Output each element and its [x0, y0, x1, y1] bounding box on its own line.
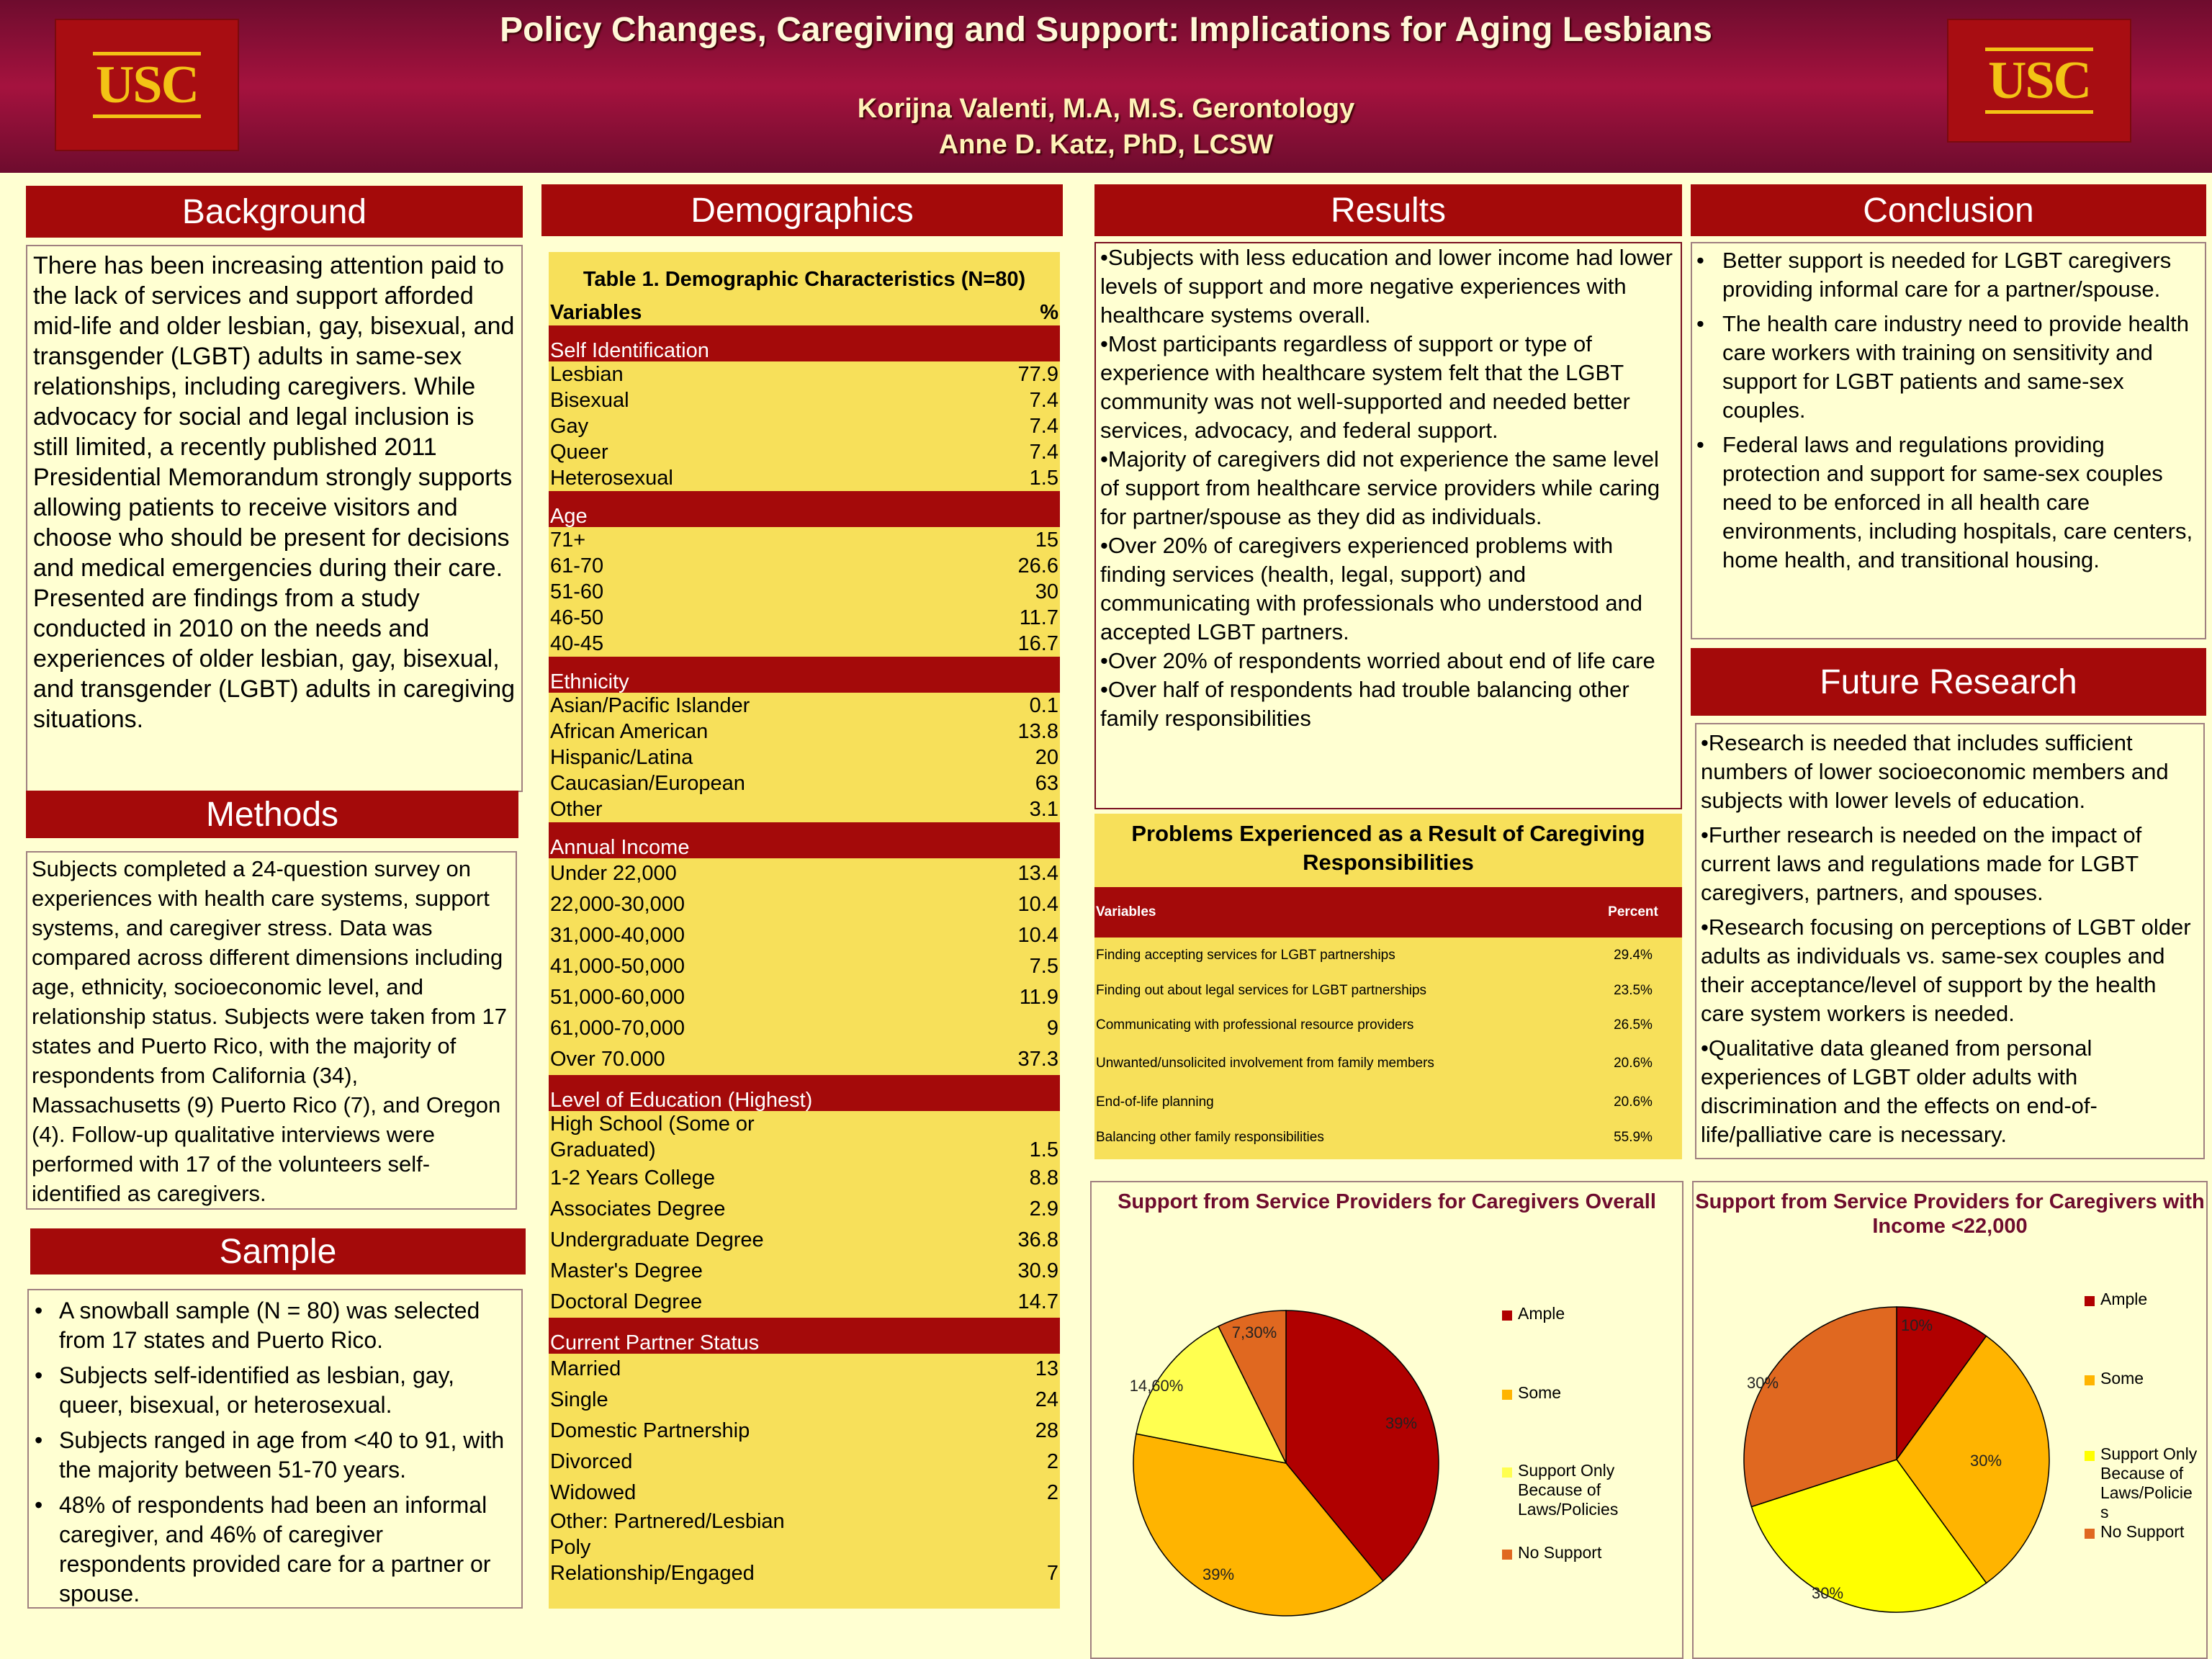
legend-swatch: [2085, 1375, 2095, 1385]
problems-row: [1094, 974, 1682, 1008]
row-label: Widowed: [550, 1481, 637, 1504]
table-row: [549, 1416, 1060, 1447]
problem-value: 20.6%: [1614, 1056, 1653, 1071]
problem-value: 23.5%: [1614, 983, 1653, 998]
row-value: 7.4: [1029, 441, 1058, 464]
row-value: 36.8: [1017, 1228, 1058, 1251]
row-value: 28: [1035, 1419, 1058, 1442]
category-header: Annual Income: [549, 822, 1060, 858]
table-row: [549, 889, 1060, 920]
legend-label: No Support: [2100, 1522, 2185, 1541]
future-research-box: [1695, 723, 2205, 1159]
row-label: Queer: [550, 441, 608, 464]
legend-swatch: [1502, 1550, 1512, 1560]
background-box: [26, 245, 523, 792]
row-value: 9: [1046, 1017, 1058, 1040]
row-label: 41,000-50,000: [550, 955, 685, 978]
row-value: 7: [1046, 1562, 1058, 1585]
row-label: Under 22,000: [550, 862, 677, 885]
row-value: 14.7: [1017, 1290, 1058, 1313]
problems-col-percent: Percent: [1608, 904, 1658, 920]
table-row: [549, 527, 1060, 553]
bullet-text: The health care industry need to provide health care workers with training on sensitivity and support for LGBT patients and same-sex couples.: [1722, 311, 2189, 423]
row-label: High School (Some or Graduated): [550, 1112, 755, 1161]
row-value: 3.1: [1029, 798, 1058, 821]
row-value: 7.4: [1029, 389, 1058, 412]
row-value: 1.5: [1029, 1138, 1058, 1161]
row-label: 40-45: [550, 632, 604, 655]
table-row: [549, 1225, 1060, 1256]
row-label: Asian/Pacific Islander: [550, 694, 750, 717]
row-value: 2: [1046, 1450, 1058, 1473]
results-bullet: •Over half of respondents had trouble balancing other family responsibilities: [1100, 677, 1629, 731]
col-variables: Variables: [550, 301, 642, 324]
table-row: [549, 858, 1060, 889]
col-percent: %: [1040, 301, 1058, 324]
row-value: 2.9: [1029, 1197, 1058, 1220]
problem-value: 29.4%: [1614, 948, 1653, 963]
legend-label: Ample: [2100, 1290, 2148, 1308]
row-value: 13: [1035, 1357, 1058, 1380]
sample-list: [35, 1296, 516, 1609]
table-row: [549, 951, 1060, 982]
chart-title: Support from Service Providers for Caregivers Overall: [1118, 1190, 1656, 1213]
results-box: [1094, 242, 1682, 809]
row-label: Married: [550, 1357, 621, 1380]
table-row: [549, 693, 1060, 719]
row-value: 26.6: [1017, 554, 1058, 577]
table-row: [549, 553, 1060, 579]
row-value: 16.7: [1017, 632, 1058, 655]
row-value: 24: [1035, 1388, 1058, 1411]
row-label: Master's Degree: [550, 1259, 703, 1282]
bullet-dot: •: [1696, 311, 1704, 336]
row-label: African American: [550, 720, 709, 743]
future-list: [1701, 729, 2199, 1149]
bullet-dot: •: [35, 1298, 43, 1323]
row-label: Heterosexual: [550, 467, 673, 490]
row-label: Single: [550, 1388, 608, 1411]
background-text: There has been increasing attention paid to the lack of services and support afforded mid-life and older lesbian, gay, bisexual, and transgender (LGBT) adults in same-sex relationships, including caregivers. While advocacy for social and legal inclusion is still limited, a recently published 2011 Presidential Memorandum strongly supports allowing patients to receive visitors and choose who should be present for decisions and medical emergencies during their care. Presented are findings from a study conducted in 2010 on the needs and experiences of older lesbian, gay, bisexual, and transgender (LGBT) adults in caregiving situations.: [33, 252, 516, 733]
table-row: [549, 387, 1060, 413]
sample-bullet: [35, 1296, 516, 1355]
row-value: 0.1: [1029, 694, 1058, 717]
slice-label: 14,60%: [1129, 1377, 1184, 1395]
bullet-text: 48% of respondents had been an informal caregiver, and 46% of caregiver respondents provided care for a partner or spouse.: [59, 1492, 491, 1606]
problem-label: End-of-life planning: [1096, 1094, 1214, 1110]
poster-title: Policy Changes, Caregiving and Support: Implications for Aging Lesbians: [500, 11, 1712, 49]
row-value: 13.4: [1017, 862, 1058, 885]
table-header: [549, 300, 1060, 325]
category-header: Age: [549, 491, 1060, 527]
background-heading: Background: [26, 186, 523, 238]
row-value: 20: [1035, 746, 1058, 769]
bullet-text: Federal laws and regulations providing protection and support for same-sex couples need to be enforced in all health care environments, including hospitals, care centers, home health, and transitional housing.: [1722, 432, 2193, 572]
results-bullet: •Subjects with less education and lower income had lower levels of support and more negative experiences with healthcare systems overall.: [1100, 245, 1673, 328]
slice-label: 30%: [1811, 1584, 1844, 1602]
row-label: 61,000-70,000: [550, 1017, 685, 1040]
results-bullet: •Over 20% of caregivers experienced problems with finding services (health, legal, support) and communicating with professionals who understood and accepted LGBT partners.: [1100, 533, 1643, 644]
demographics-table: [549, 252, 1060, 1609]
problems-table: [1094, 814, 1682, 1159]
table-row: [549, 920, 1060, 951]
bullet-text: Subjects self-identified as lesbian, gay, queer, bisexual, or heterosexual.: [59, 1362, 455, 1418]
problem-value: 55.9%: [1614, 1130, 1653, 1145]
problem-label: Finding accepting services for LGBT partnerships: [1096, 948, 1395, 963]
table-row: [549, 982, 1060, 1013]
author-2: Anne D. Katz, PhD, LCSW: [938, 130, 1274, 160]
table-row: [549, 361, 1060, 387]
table-title: Table 1. Demographic Characteristics (N=80): [583, 268, 1026, 291]
table-row: [549, 1044, 1060, 1075]
legend-label: Support Only Because of Laws/Policies: [1518, 1461, 1619, 1519]
row-label: 51-60: [550, 580, 604, 603]
row-label: 31,000-40,000: [550, 924, 685, 947]
row-value: 11.9: [1019, 986, 1058, 1009]
table-row: [549, 631, 1060, 657]
row-value: 11.7: [1019, 606, 1058, 629]
conclusion-heading: Conclusion: [1691, 184, 2206, 236]
row-value: 10.4: [1017, 893, 1058, 916]
results-list: [1100, 243, 1676, 733]
row-label: Hispanic/Latina: [550, 746, 693, 769]
problems-row: [1094, 1008, 1682, 1043]
conclusion-list: [1696, 246, 2200, 575]
row-value: 8.8: [1029, 1166, 1058, 1190]
table-row: [549, 1447, 1060, 1478]
conclusion-bullet: [1696, 246, 2200, 304]
author-1: Korijna Valenti, M.A, M.S. Gerontology: [857, 94, 1355, 124]
table-row: [549, 1385, 1060, 1416]
table-row: [549, 1013, 1060, 1044]
pie-chart-overall-svg: [1092, 1182, 1682, 1658]
future-research-heading: Future Research: [1691, 648, 2206, 716]
demographics-heading: Demographics: [541, 184, 1063, 236]
row-label: Caucasian/European: [550, 772, 745, 795]
pie-chart-income-svg: [1694, 1182, 2206, 1658]
problems-row: [1094, 1043, 1682, 1084]
row-value: 30: [1035, 580, 1058, 603]
row-label: Undergraduate Degree: [550, 1228, 764, 1251]
table-row: [549, 1111, 1060, 1163]
row-label: Lesbian: [550, 363, 624, 386]
methods-box: [26, 851, 517, 1210]
bullet-text: Better support is needed for LGBT caregivers providing informal care for a partner/spouse.: [1722, 248, 2172, 302]
bullet-dot: •: [1696, 432, 1704, 457]
problems-row: [1094, 1120, 1682, 1155]
table-row: [549, 605, 1060, 631]
legend-swatch: [1502, 1310, 1512, 1321]
demographic-groups: [549, 325, 1060, 1586]
row-value: 2: [1046, 1481, 1058, 1504]
methods-text: Subjects completed a 24-question survey on experiences with health care systems, support systems, and caregiver stress. Data was compared across different dimensions including age, ethnicity, socioeconomic level, and relationship status. Subjects were taken from 17 states and Puerto Rico, with the majority of respondents from California (34), Massachusetts (9) Puerto Rico (7), and Oregon (4). Follow-up qualitative interviews were performed with 17 of the volunteers self-identified as caregivers.: [32, 856, 507, 1206]
category-header: Self Identification: [549, 325, 1060, 361]
table-row: [549, 770, 1060, 796]
results-bullet: •Most participants regardless of support or type of experience with healthcare system felt that the LGBT community was not well-supported and needed better services, advocacy, and federal support.: [1100, 331, 1630, 443]
category-header: Ethnicity: [549, 657, 1060, 693]
table-row: [549, 1287, 1060, 1318]
slice-label: 10%: [1900, 1316, 1933, 1334]
table-row: [549, 1478, 1060, 1509]
table-row: [549, 1354, 1060, 1385]
bullet-dot: •: [35, 1362, 43, 1388]
bullet-dot: •: [35, 1492, 43, 1518]
problems-header: [1094, 887, 1682, 938]
row-label: Domestic Partnership: [550, 1419, 750, 1442]
sample-bullet: [35, 1426, 516, 1485]
problems-rows: [1094, 938, 1682, 1155]
table-row: [549, 796, 1060, 822]
row-value: 13.8: [1017, 720, 1058, 743]
slice-label: 7,30%: [1231, 1323, 1277, 1341]
table-row: [549, 1256, 1060, 1287]
row-label: Doctoral Degree: [550, 1290, 703, 1313]
legend-label: Some: [2100, 1369, 2144, 1388]
table-row: [549, 1163, 1060, 1194]
legend-swatch: [1502, 1390, 1512, 1400]
pie-chart-income: [1692, 1181, 2208, 1659]
logo-text: USC: [1987, 50, 2091, 110]
row-label: Gay: [550, 415, 589, 438]
row-label: 22,000-30,000: [550, 893, 685, 916]
problem-label: Unwanted/unsolicited involvement from family members: [1096, 1056, 1434, 1071]
row-value: 15: [1035, 529, 1058, 552]
conclusion-bullet: [1696, 310, 2200, 425]
sample-bullet: [35, 1361, 516, 1420]
results-bullet: •Majority of caregivers did not experience the same level of support from healthcare service providers while caring for partner/spouse as they did as individuals.: [1100, 446, 1660, 529]
problem-value: 26.5%: [1614, 1017, 1653, 1033]
problem-label: Balancing other family responsibilities: [1096, 1130, 1324, 1145]
category-header: Current Partner Status: [549, 1318, 1060, 1354]
pie-chart-overall: [1090, 1181, 1683, 1659]
future-bullet: •Qualitative data gleaned from personal experiences of LGBT older adults with discrimination and the effects on end-of-life/palliative care is necessary.: [1701, 1035, 2098, 1147]
row-label: Divorced: [550, 1450, 633, 1473]
slice-label: 30%: [1746, 1374, 1779, 1392]
row-value: 7.4: [1029, 415, 1058, 438]
legend-swatch: [1502, 1467, 1512, 1478]
slice-label: 39%: [1202, 1565, 1235, 1583]
conclusion-box: [1691, 242, 2206, 639]
table-row: [549, 579, 1060, 605]
future-bullet: •Research focusing on perceptions of LGBT older adults as individuals vs. same-sex couples and their acceptance/level of support by the health care system workers is needed.: [1701, 914, 2191, 1026]
problem-label: Communicating with professional resource providers: [1096, 1017, 1414, 1033]
legend-swatch: [2085, 1451, 2095, 1461]
row-value: 1.5: [1029, 467, 1058, 490]
table-row: [549, 1194, 1060, 1225]
problem-value: 20.6%: [1614, 1094, 1653, 1110]
legend-label: No Support: [1518, 1543, 1602, 1562]
results-bullet: •Over 20% of respondents worried about end of life care: [1100, 648, 1655, 673]
row-value: 7.5: [1029, 955, 1058, 978]
table-row: [549, 439, 1060, 465]
bullet-text: Subjects ranged in age from <40 to 91, with the majority between 51-70 years.: [59, 1427, 505, 1483]
table-row: [549, 465, 1060, 491]
chart-title: Support from Service Providers for Caregivers with Income <22,000: [1695, 1190, 2205, 1238]
row-label: 51,000-60,000: [550, 986, 685, 1009]
row-value: 63: [1035, 772, 1058, 795]
bullet-dot: •: [35, 1427, 43, 1453]
row-label: Over 70.000: [550, 1048, 665, 1071]
legend-swatch: [2085, 1529, 2095, 1539]
legend-label: Support Only Because of Laws/Policie s: [2100, 1444, 2198, 1521]
conclusion-bullet: [1696, 431, 2200, 575]
legend-label: Ample: [1518, 1304, 1565, 1323]
problem-label: Finding out about legal services for LGBT partnerships: [1096, 983, 1427, 998]
row-value: 30.9: [1017, 1259, 1058, 1282]
problems-row: [1094, 1084, 1682, 1120]
row-label: Associates Degree: [550, 1197, 726, 1220]
legend-label: Some: [1518, 1383, 1562, 1402]
sample-bullet: [35, 1491, 516, 1609]
row-label: Other: Partnered/Lesbian Poly Relationship/Engaged: [550, 1510, 785, 1585]
row-label: 71+: [550, 529, 586, 552]
future-bullet: •Further research is needed on the impact of current laws and regulations made for LGBT caregivers, partners, and spouses.: [1701, 822, 2142, 905]
row-label: 46-50: [550, 606, 604, 629]
problems-row: [1094, 938, 1682, 974]
category-header: Level of Education (Highest): [549, 1075, 1060, 1111]
row-label: Other: [550, 798, 603, 821]
bullet-dot: •: [1696, 248, 1704, 273]
table-row: [549, 745, 1060, 770]
sample-box: [27, 1289, 523, 1609]
slice-label: 30%: [1969, 1452, 2002, 1470]
row-value: 37.3: [1017, 1048, 1058, 1071]
table-row: [549, 719, 1060, 745]
row-value: 77.9: [1017, 363, 1058, 386]
future-bullet: •Research is needed that includes sufficient numbers of lower socioeconomic members and subjects with lower levels of education.: [1701, 730, 2169, 813]
table-row: [549, 1509, 1060, 1586]
table-row: [549, 413, 1060, 439]
sample-heading: Sample: [30, 1228, 526, 1274]
problems-col-variables: Variables: [1096, 904, 1156, 920]
row-label: 1-2 Years College: [550, 1166, 715, 1190]
methods-heading: Methods: [26, 791, 518, 838]
logo-text: USC: [95, 55, 199, 114]
row-value: 10.4: [1017, 924, 1058, 947]
bullet-text: A snowball sample (N = 80) was selected from 17 states and Puerto Rico.: [59, 1298, 480, 1353]
legend-swatch: [2085, 1296, 2095, 1306]
slice-label: 39%: [1385, 1414, 1418, 1432]
problems-title: Problems Experienced as a Result of Caregiving Responsibilities: [1131, 821, 1645, 875]
row-label: Bisexual: [550, 389, 629, 412]
results-heading: Results: [1094, 184, 1682, 236]
row-label: 61-70: [550, 554, 604, 577]
